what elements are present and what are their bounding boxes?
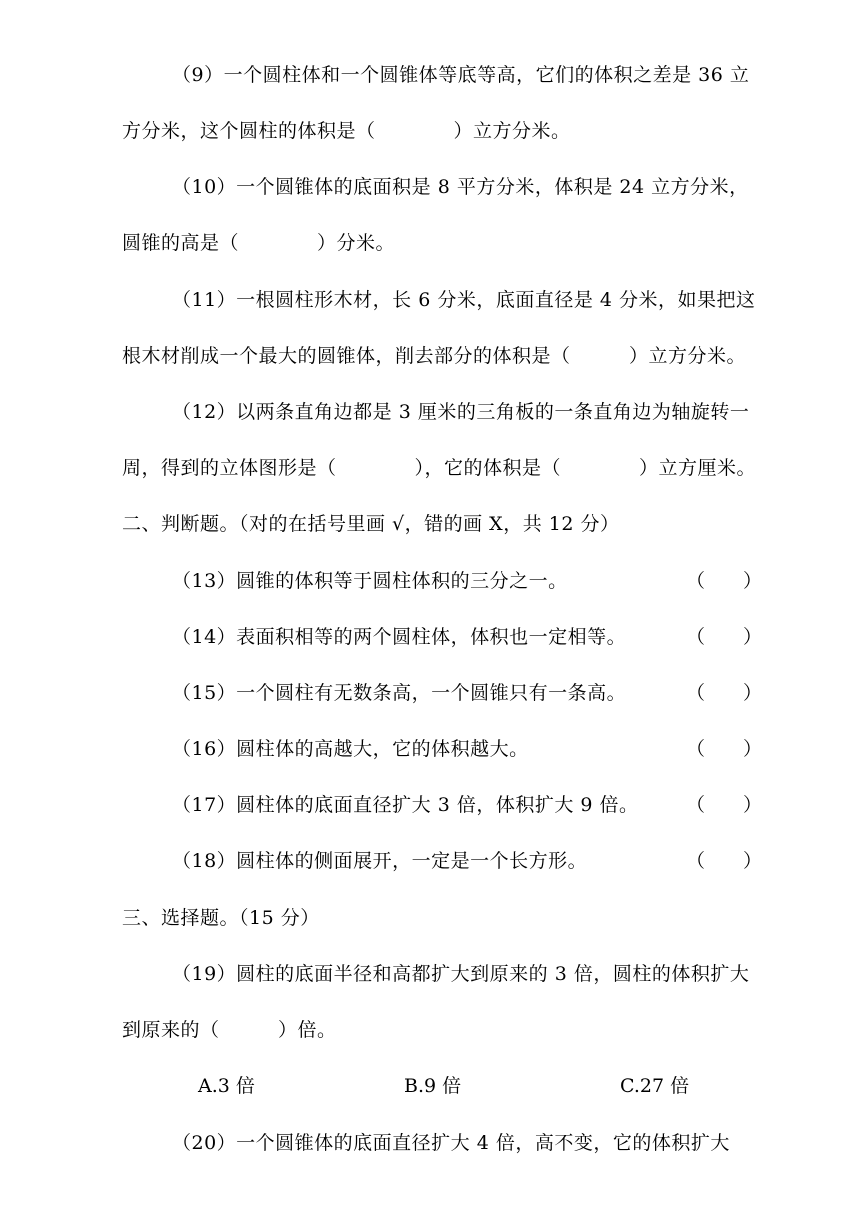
answer-parentheses: （ ） (686, 850, 763, 872)
option-c: C.27 倍 (620, 1075, 690, 1097)
question-15-text: （15）一个圆柱有无数条高，一个圆锥只有一条高。 (172, 682, 627, 704)
question-13-text: （13）圆锥的体积等于圆柱体积的三分之一。 (172, 570, 568, 592)
question-9-line-2: 方分米，这个圆柱的体积是（ ）立方分米。 (122, 120, 571, 142)
question-10-line-1: （10）一个圆锥体的底面积是 8 平方分米，体积是 24 立方分米， (172, 176, 749, 198)
answer-parentheses: （ ） (686, 738, 763, 760)
question-12-line-1: （12）以两条直角边都是 3 厘米的三角板的一条直角边为轴旋转一 (172, 401, 750, 423)
question-9-line-1: （9）一个圆柱体和一个圆锥体等底等高，它们的体积之差是 36 立 (172, 64, 750, 86)
section-2-title: 二、判断题。（对的在括号里画 √，错的画 X，共 12 分） (122, 513, 620, 535)
answer-parentheses: （ ） (686, 570, 763, 592)
section-3-title: 三、选择题。（15 分） (122, 907, 320, 929)
answer-parentheses: （ ） (686, 626, 763, 648)
question-10-line-2: 圆锥的高是（ ）分米。 (122, 232, 396, 254)
question-11-line-2: 根木材削成一个最大的圆锥体，削去部分的体积是（ ）立方分米。 (122, 345, 747, 367)
question-20-line-1: （20）一个圆锥体的底面直径扩大 4 倍，高不变，它的体积扩大 (172, 1132, 730, 1154)
question-16-text: （16）圆柱体的高越大，它的体积越大。 (172, 738, 529, 760)
question-19-line-2: 到原来的（ ）倍。 (122, 1019, 337, 1041)
question-12-line-2: 周，得到的立体图形是（ ），它的体积是（ ）立方厘米。 (122, 457, 757, 479)
question-14-text: （14）表面积相等的两个圆柱体，体积也一定相等。 (172, 626, 627, 648)
question-18-text: （18）圆柱体的侧面展开，一定是一个长方形。 (172, 850, 588, 872)
answer-parentheses: （ ） (686, 682, 763, 704)
question-19-line-1: （19）圆柱的底面半径和高都扩大到原来的 3 倍，圆柱的体积扩大 (172, 963, 750, 985)
question-17-text: （17）圆柱体的底面直径扩大 3 倍，体积扩大 9 倍。 (172, 794, 639, 816)
question-11-line-1: （11）一根圆柱形木材，长 6 分米，底面直径是 4 分米，如果把这 (172, 289, 756, 311)
option-b: B.9 倍 (404, 1075, 462, 1097)
option-a: A.3 倍 (198, 1075, 255, 1097)
answer-parentheses: （ ） (686, 794, 763, 816)
